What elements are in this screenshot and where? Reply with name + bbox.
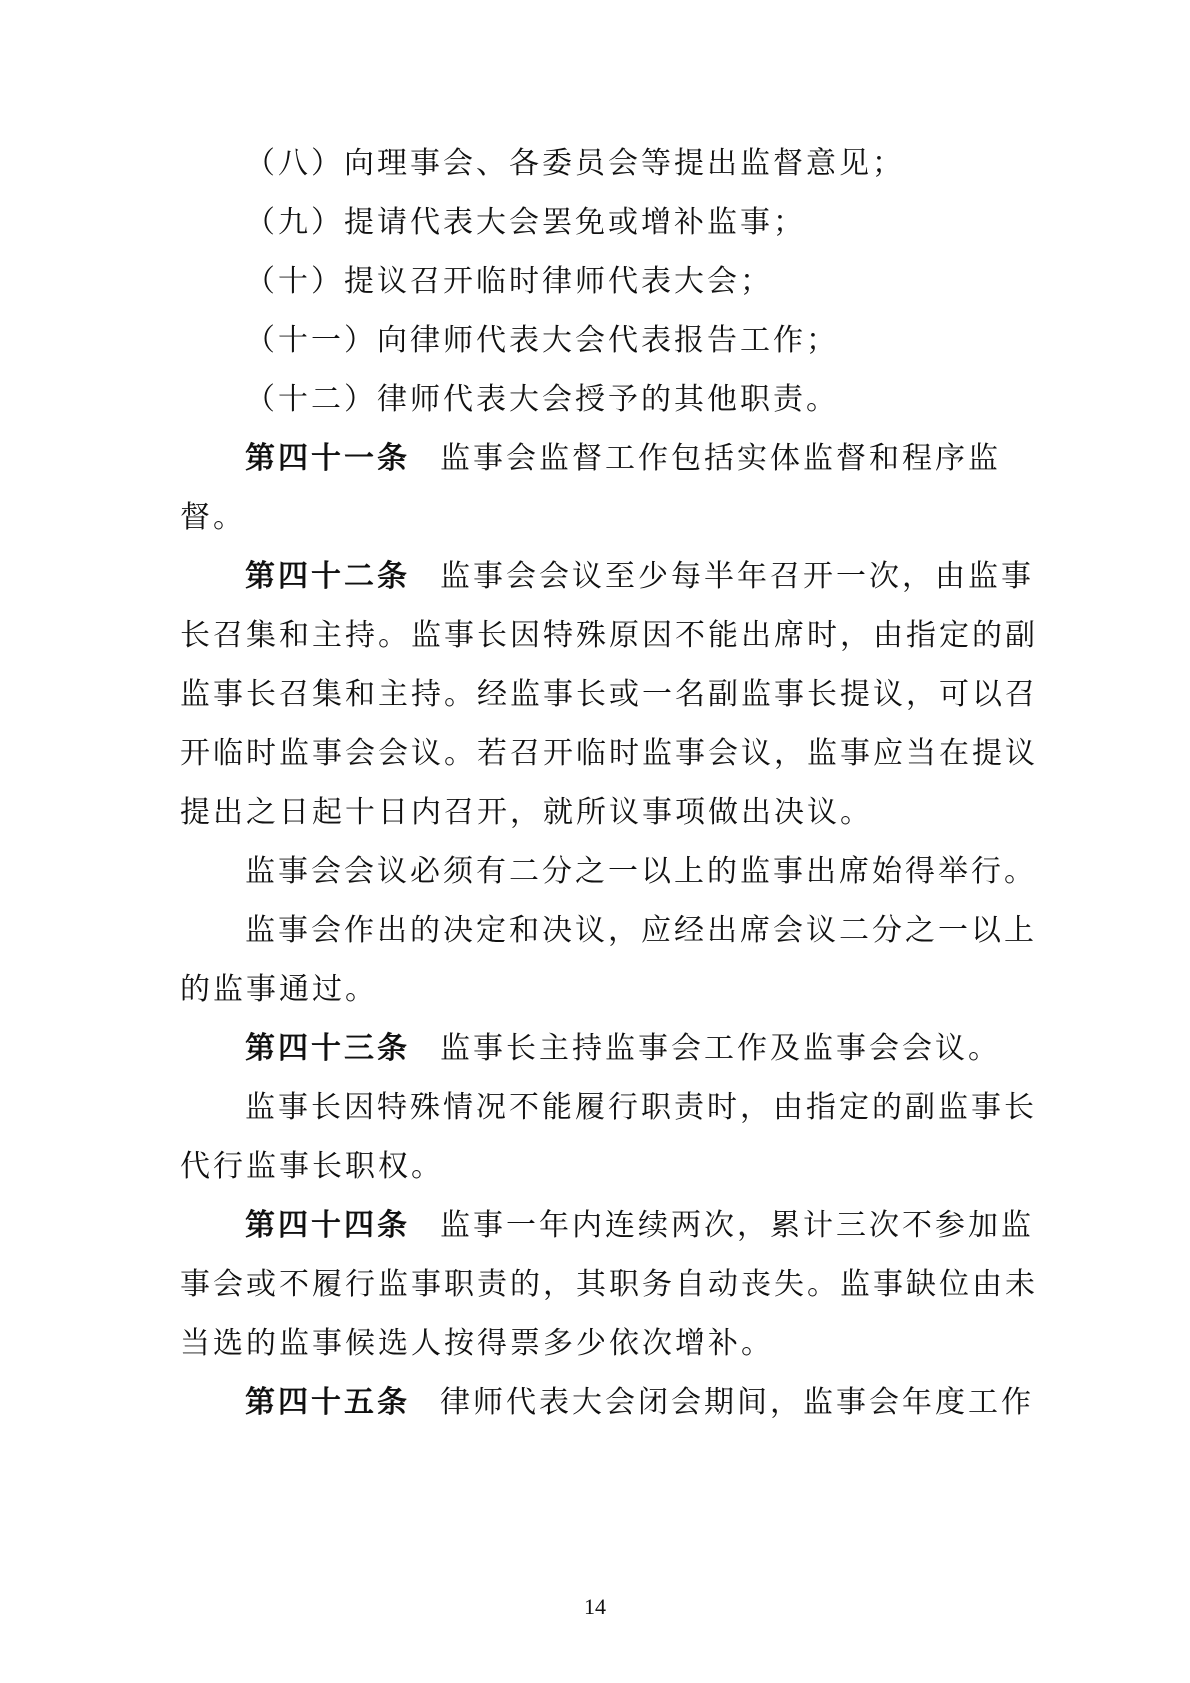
article-42-line-4: 开临时监事会会议。若召开临时监事会议，监事应当在提议: [180, 736, 1038, 771]
article-42-para-3-line-1: 监事会作出的决定和决议，应经出席会议二分之一以上: [245, 913, 1037, 948]
article-44-line-3: 当选的监事候选人按得票多少依次增补。: [180, 1326, 774, 1361]
list-item-12: （十二）律师代表大会授予的其他职责。: [245, 382, 839, 417]
article-41-line-1: [245, 428, 1085, 490]
list-item-8: （八）向理事会、各委员会等提出监督意见；: [245, 146, 905, 181]
article-41-label: 第四十一条: [245, 441, 410, 476]
article-42-line-3: 监事长召集和主持。经监事长或一名副监事长提议，可以召: [180, 677, 1038, 712]
article-42-line-1: [245, 546, 1085, 608]
article-42-text: 监事会会议至少每半年召开一次，由监事: [440, 559, 1034, 594]
article-44-line-1: [245, 1195, 1085, 1257]
article-42-para-3-line-2: 的监事通过。: [180, 972, 378, 1007]
article-43-label: 第四十三条: [245, 1031, 410, 1066]
article-43-para-2-line-2: 代行监事长职权。: [180, 1149, 444, 1184]
article-44-line-2: 事会或不履行监事职责的，其职务自动丧失。监事缺位由未: [180, 1267, 1038, 1302]
article-44-text: 监事一年内连续两次，累计三次不参加监: [440, 1208, 1034, 1243]
article-43-line-1: [245, 1018, 1085, 1080]
article-43-text: 监事长主持监事会工作及监事会会议。: [440, 1031, 1001, 1066]
list-item-9: （九）提请代表大会罢免或增补监事；: [245, 205, 806, 240]
article-45-label: 第四十五条: [245, 1385, 410, 1420]
article-42-label: 第四十二条: [245, 559, 410, 594]
article-44-label: 第四十四条: [245, 1208, 410, 1243]
article-45-text: 律师代表大会闭会期间，监事会年度工作: [440, 1385, 1034, 1420]
article-42-line-5: 提出之日起十日内召开，就所议事项做出决议。: [180, 795, 873, 830]
article-42-line-2: 长召集和主持。监事长因特殊原因不能出席时，由指定的副: [180, 618, 1038, 653]
article-41-line-2: 督。: [180, 500, 246, 535]
article-43-para-2-line-1: 监事长因特殊情况不能履行职责时，由指定的副监事长: [245, 1090, 1037, 1125]
list-item-11: （十一）向律师代表大会代表报告工作；: [245, 323, 839, 358]
article-41-text: 监事会监督工作包括实体监督和程序监: [440, 441, 1001, 476]
page-number: 14: [584, 1594, 606, 1619]
article-42-para-2: 监事会会议必须有二分之一以上的监事出席始得举行。: [245, 854, 1037, 889]
article-45-line-1: [245, 1372, 1085, 1434]
list-item-10: （十）提议召开临时律师代表大会；: [245, 264, 773, 299]
